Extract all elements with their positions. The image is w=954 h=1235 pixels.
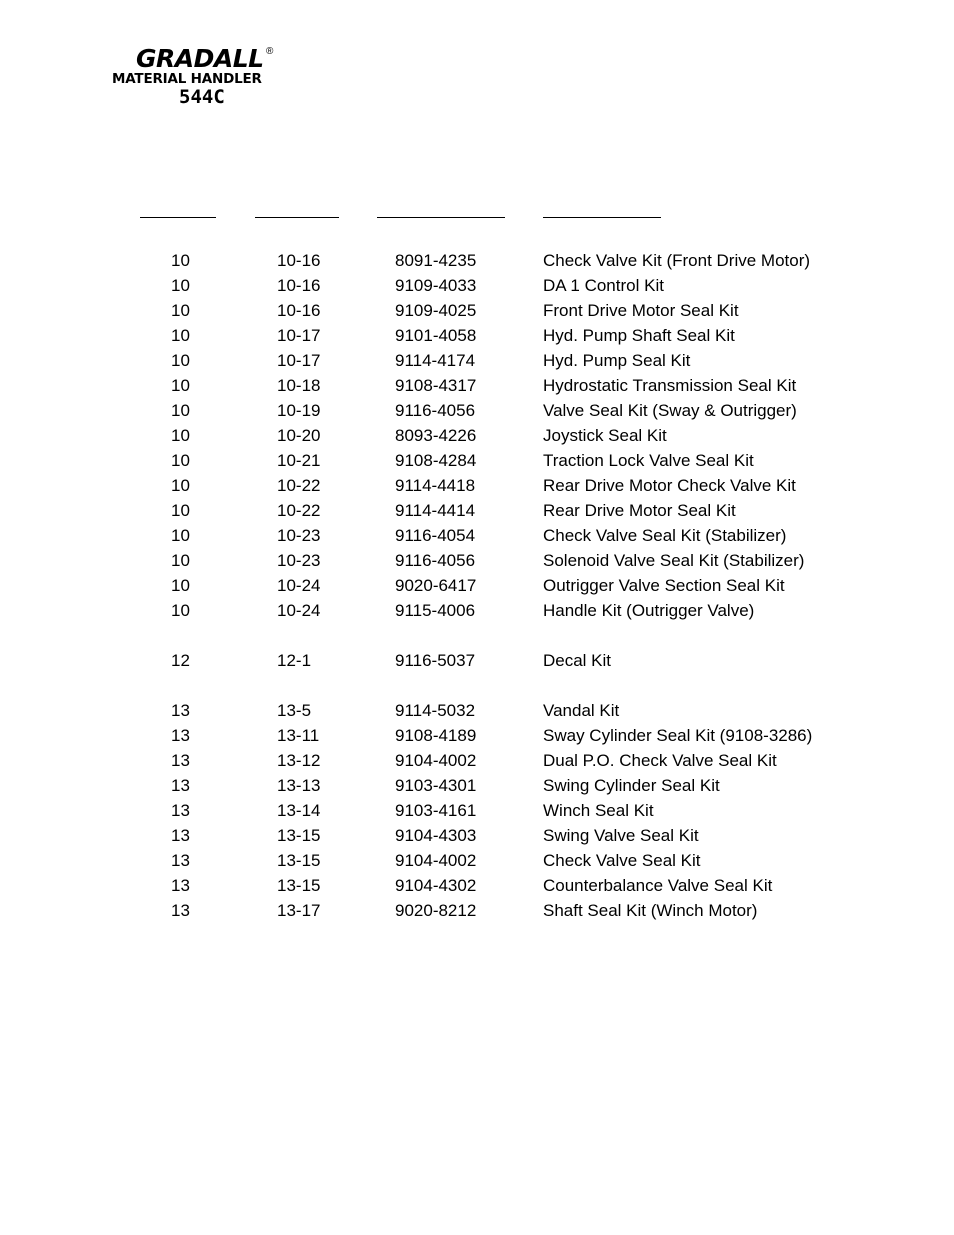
figure-cell-text: 10-20 [277, 426, 321, 445]
description-cell [543, 523, 843, 548]
part-number-cell [395, 848, 543, 873]
figure-cell [277, 798, 395, 823]
part-number-cell-text: 8091-4235 [395, 251, 477, 270]
description-cell [543, 248, 843, 273]
description-cell [543, 298, 843, 323]
description-cell-text: Hyd. Pump Shaft Seal Kit [543, 326, 735, 345]
table-row [0, 773, 843, 798]
section-cell [0, 823, 277, 848]
part-number-cell-text: 8093-4226 [395, 426, 477, 445]
section-cell-text: 10 [171, 401, 190, 420]
section-cell-text: 10 [171, 501, 190, 520]
figure-cell-text: 10-21 [277, 451, 321, 470]
section-cell [0, 448, 277, 473]
description-cell-text: Hyd. Pump Seal Kit [543, 351, 691, 370]
description-cell [543, 448, 843, 473]
figure-cell [277, 873, 395, 898]
table-row [0, 798, 843, 823]
table-row [0, 298, 843, 323]
part-number-cell [395, 473, 543, 498]
part-number-cell [395, 548, 543, 573]
table-row [0, 523, 843, 548]
part-number-cell-text: 9103-4301 [395, 776, 477, 795]
table-row [0, 723, 843, 748]
table-row [0, 273, 843, 298]
part-number-cell-text: 9103-4161 [395, 801, 477, 820]
description-cell [543, 398, 843, 423]
section-cell-text: 10 [171, 276, 190, 295]
part-number-cell-text: 9101-4058 [395, 326, 477, 345]
table-row [0, 448, 843, 473]
section-cell-text: 13 [171, 851, 190, 870]
part-number-cell-text: 9104-4002 [395, 851, 477, 870]
figure-cell [277, 523, 395, 548]
part-number-cell [395, 598, 543, 623]
figure-cell-text: 13-12 [277, 751, 321, 770]
part-number-cell [395, 373, 543, 398]
figure-cell [277, 448, 395, 473]
description-cell [543, 423, 843, 448]
section-cell [0, 548, 277, 573]
section-cell [0, 773, 277, 798]
figure-cell [277, 423, 395, 448]
figure-cell [277, 773, 395, 798]
table-row [0, 873, 843, 898]
section-cell-text: 10 [171, 376, 190, 395]
figure-cell-text: 10-24 [277, 576, 321, 595]
table-row [0, 373, 843, 398]
part-number-cell [395, 898, 543, 923]
table-row [0, 498, 843, 523]
section-cell [0, 848, 277, 873]
section-cell [0, 423, 277, 448]
figure-cell [277, 723, 395, 748]
description-cell-text: DA 1 Control Kit [543, 276, 664, 295]
section-cell [0, 298, 277, 323]
figure-cell [277, 498, 395, 523]
description-cell [543, 598, 843, 623]
part-number-cell-text: 9116-4056 [395, 401, 476, 420]
description-cell [543, 873, 843, 898]
section-cell [0, 348, 277, 373]
figure-cell [277, 898, 395, 923]
figure-cell-text: 13-17 [277, 901, 321, 920]
figure-cell [277, 598, 395, 623]
part-number-cell-text: 9114-4418 [395, 476, 476, 495]
description-cell-text: Counterbalance Valve Seal Kit [543, 876, 773, 895]
section-cell [0, 323, 277, 348]
figure-cell [277, 248, 395, 273]
table-row [0, 648, 843, 673]
part-number-cell [395, 448, 543, 473]
section-cell-text: 10 [171, 351, 190, 370]
header-rule-figure [255, 217, 339, 218]
section-cell-text: 12 [171, 651, 190, 670]
part-number-cell [395, 823, 543, 848]
figure-cell [277, 398, 395, 423]
part-number-cell-text: 9104-4303 [395, 826, 477, 845]
part-number-cell-text: 9114-5032 [395, 701, 476, 720]
figure-cell-text: 12-1 [277, 651, 312, 670]
part-number-cell-text: 9114-4414 [395, 501, 476, 520]
figure-cell-text: 13-11 [277, 726, 320, 745]
part-number-cell-text: 9109-4033 [395, 276, 477, 295]
description-cell [543, 748, 843, 773]
part-number-cell-text: 9104-4002 [395, 751, 477, 770]
table-row [0, 323, 843, 348]
description-cell-text: Rear Drive Motor Seal Kit [543, 501, 736, 520]
part-number-cell-text: 9020-8212 [395, 901, 477, 920]
section-cell-text: 13 [171, 801, 190, 820]
figure-cell [277, 273, 395, 298]
description-cell [543, 773, 843, 798]
section-cell-text: 10 [171, 301, 190, 320]
section-cell-text: 10 [171, 601, 190, 620]
part-number-cell [395, 698, 543, 723]
table-row [0, 248, 843, 273]
logo-model: 544C [179, 86, 225, 108]
section-cell-text: 10 [171, 576, 190, 595]
figure-cell [277, 323, 395, 348]
section-gap [0, 673, 843, 698]
section-cell [0, 373, 277, 398]
table-row [0, 398, 843, 423]
section-cell-text: 13 [171, 776, 190, 795]
section-cell [0, 523, 277, 548]
description-cell [543, 498, 843, 523]
figure-cell [277, 748, 395, 773]
section-cell-text: 10 [171, 326, 190, 345]
figure-cell [277, 573, 395, 598]
part-number-cell [395, 573, 543, 598]
table-row [0, 823, 843, 848]
section-cell [0, 648, 277, 673]
part-number-cell-text: 9109-4025 [395, 301, 477, 320]
figure-cell-text: 10-24 [277, 601, 321, 620]
table-row [0, 548, 843, 573]
section-cell [0, 748, 277, 773]
figure-cell-text: 10-23 [277, 526, 321, 545]
description-cell [543, 723, 843, 748]
description-cell-text: Joystick Seal Kit [543, 426, 667, 445]
table-row [0, 473, 843, 498]
description-cell [543, 798, 843, 823]
description-cell-text: Dual P.O. Check Valve Seal Kit [543, 751, 777, 770]
description-cell [543, 373, 843, 398]
figure-cell [277, 698, 395, 723]
description-cell [543, 323, 843, 348]
figure-cell-text: 10-22 [277, 501, 321, 520]
figure-cell-text: 13-15 [277, 876, 321, 895]
description-cell [543, 823, 843, 848]
part-number-cell-text: 9114-4174 [395, 351, 476, 370]
section-cell [0, 798, 277, 823]
section-cell-text: 10 [171, 426, 190, 445]
description-cell [543, 348, 843, 373]
part-number-cell-text: 9108-4284 [395, 451, 477, 470]
part-number-cell [395, 298, 543, 323]
section-cell [0, 573, 277, 598]
figure-cell [277, 823, 395, 848]
part-number-cell [395, 248, 543, 273]
figure-cell-text: 10-16 [277, 276, 321, 295]
description-cell-text: Swing Valve Seal Kit [543, 826, 699, 845]
section-cell [0, 498, 277, 523]
description-cell-text: Sway Cylinder Seal Kit (9108-3286) [543, 726, 813, 745]
section-cell [0, 248, 277, 273]
section-cell [0, 873, 277, 898]
figure-cell [277, 473, 395, 498]
description-cell-text: Check Valve Kit (Front Drive Motor) [543, 251, 811, 270]
part-number-cell-text: 9104-4302 [395, 876, 477, 895]
seal-kit-table [0, 248, 843, 923]
section-cell-text: 13 [171, 751, 190, 770]
section-cell-text: 13 [171, 726, 190, 745]
figure-cell-text: 13-5 [277, 701, 312, 720]
description-cell [543, 548, 843, 573]
part-number-cell [395, 748, 543, 773]
section-cell-text: 13 [171, 701, 190, 720]
description-cell-text: Outrigger Valve Section Seal Kit [543, 576, 785, 595]
figure-cell-text: 10-17 [277, 351, 321, 370]
part-number-cell [395, 273, 543, 298]
part-number-cell-text: 9020-6417 [395, 576, 477, 595]
figure-cell-text: 10-16 [277, 251, 321, 270]
figure-cell-text: 13-14 [277, 801, 321, 820]
header-rule-section [140, 217, 216, 218]
figure-cell [277, 373, 395, 398]
part-number-cell-text: 9108-4317 [395, 376, 477, 395]
description-cell-text: Check Valve Seal Kit [543, 851, 701, 870]
description-cell [543, 648, 843, 673]
part-number-cell-text: 9116-4054 [395, 526, 476, 545]
description-cell [543, 473, 843, 498]
figure-cell-text: 13-15 [277, 851, 321, 870]
description-cell-text: Vandal Kit [543, 701, 620, 720]
description-cell [543, 273, 843, 298]
section-cell-text: 13 [171, 826, 190, 845]
figure-cell-text: 13-15 [277, 826, 321, 845]
description-cell-text: Check Valve Seal Kit (Stabilizer) [543, 526, 787, 545]
part-number-cell [395, 798, 543, 823]
table-row [0, 898, 843, 923]
table-row [0, 598, 843, 623]
part-number-cell [395, 398, 543, 423]
section-cell [0, 273, 277, 298]
table-row [0, 423, 843, 448]
section-cell-text: 10 [171, 251, 190, 270]
table-row [0, 848, 843, 873]
table-row [0, 348, 843, 373]
table-row [0, 698, 843, 723]
part-number-cell [395, 323, 543, 348]
description-cell-text: Hydrostatic Transmission Seal Kit [543, 376, 797, 395]
description-cell [543, 848, 843, 873]
figure-cell [277, 548, 395, 573]
description-cell-text: Swing Cylinder Seal Kit [543, 776, 720, 795]
part-number-cell [395, 348, 543, 373]
part-number-cell [395, 723, 543, 748]
part-number-cell [395, 873, 543, 898]
figure-cell [277, 848, 395, 873]
section-gap [0, 623, 843, 648]
figure-cell-text: 10-16 [277, 301, 321, 320]
header-rule-part [377, 217, 505, 218]
section-cell-text: 13 [171, 876, 190, 895]
description-cell-text: Shaft Seal Kit (Winch Motor) [543, 901, 758, 920]
section-cell [0, 473, 277, 498]
part-number-cell [395, 498, 543, 523]
logo-product-line: MATERIAL HANDLER [112, 71, 262, 87]
description-cell-text: Traction Lock Valve Seal Kit [543, 451, 754, 470]
figure-cell-text: 10-18 [277, 376, 321, 395]
description-cell-text: Solenoid Valve Seal Kit (Stabilizer) [543, 551, 805, 570]
part-number-cell [395, 773, 543, 798]
table-row [0, 748, 843, 773]
section-cell [0, 898, 277, 923]
description-cell [543, 898, 843, 923]
part-number-cell [395, 523, 543, 548]
section-cell-text: 10 [171, 551, 190, 570]
table-row [0, 573, 843, 598]
part-number-cell-text: 9115-4006 [395, 601, 476, 620]
registered-mark: ® [266, 46, 274, 57]
figure-cell-text: 10-22 [277, 476, 321, 495]
description-cell-text: Valve Seal Kit (Sway & Outrigger) [543, 401, 797, 420]
part-number-cell-text: 9116-4056 [395, 551, 476, 570]
figure-cell-text: 10-17 [277, 326, 321, 345]
part-number-cell [395, 423, 543, 448]
header-rule-description [543, 217, 661, 218]
section-cell [0, 698, 277, 723]
description-cell-text: Winch Seal Kit [543, 801, 654, 820]
part-number-cell [395, 648, 543, 673]
section-cell [0, 398, 277, 423]
section-cell-text: 10 [171, 476, 190, 495]
section-cell [0, 598, 277, 623]
part-number-cell-text: 9116-5037 [395, 651, 476, 670]
figure-cell [277, 298, 395, 323]
description-cell-text: Decal Kit [543, 651, 612, 670]
figure-cell-text: 13-13 [277, 776, 321, 795]
section-cell [0, 723, 277, 748]
description-cell [543, 573, 843, 598]
description-cell-text: Front Drive Motor Seal Kit [543, 301, 739, 320]
figure-cell [277, 648, 395, 673]
section-cell-text: 10 [171, 451, 190, 470]
description-cell-text: Handle Kit (Outrigger Valve) [543, 601, 755, 620]
figure-cell [277, 348, 395, 373]
part-number-cell-text: 9108-4189 [395, 726, 477, 745]
figure-cell-text: 10-19 [277, 401, 321, 420]
description-cell [543, 698, 843, 723]
section-cell-text: 10 [171, 526, 190, 545]
logo-brand: GRADALL [136, 44, 264, 73]
description-cell-text: Rear Drive Motor Check Valve Kit [543, 476, 796, 495]
figure-cell-text: 10-23 [277, 551, 321, 570]
section-cell-text: 13 [171, 901, 190, 920]
